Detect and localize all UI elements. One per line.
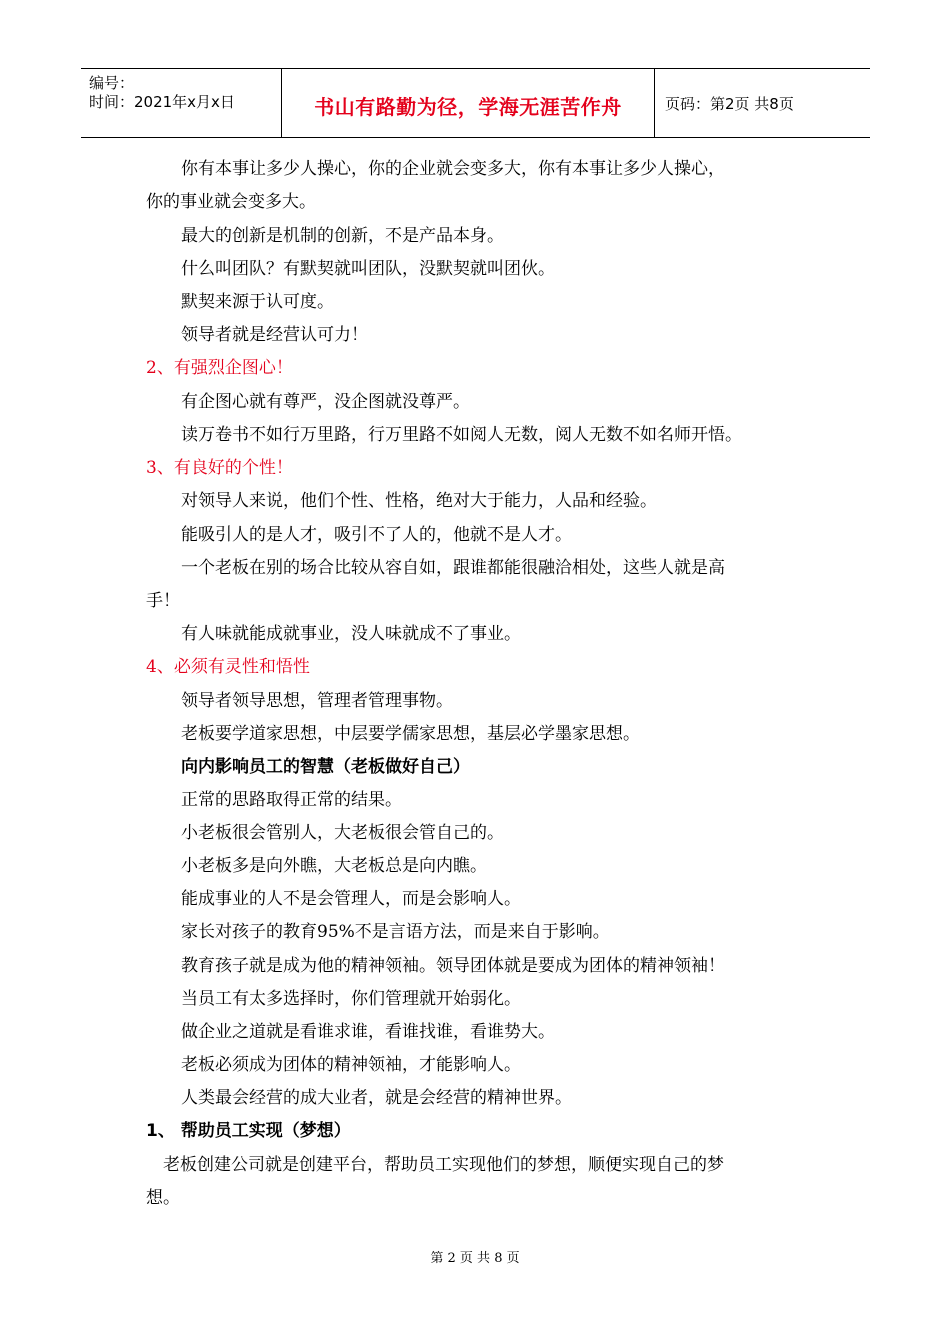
document-header	[81, 68, 870, 138]
paragraph-line: 一个老板在别的场合比较从容自如，跟谁都能很融洽相处，这些人就是高	[181, 558, 725, 578]
header-meta-cell	[81, 69, 282, 137]
paragraph-line: 当员工有太多选择时，你们管理就开始弱化。	[181, 989, 521, 1009]
section-heading: 4、必须有灵性和悟性	[146, 657, 310, 677]
header-page-cell	[655, 69, 870, 137]
paragraph-line: 领导者领导思想，管理者管理事物。	[181, 691, 453, 711]
motto: 书山有路勤为径，学海无涯苦作舟	[314, 95, 622, 119]
paragraph-line: 你的事业就会变多大。	[146, 192, 316, 212]
paragraph-line: 家长对孩子的教育95%不是言语方法，而是来自于影响。	[181, 922, 610, 942]
paragraph-line: 正常的思路取得正常的结果。	[181, 790, 402, 810]
header-motto-cell	[282, 69, 655, 137]
paragraph-line: 你有本事让多少人操心，你的企业就会变多大，你有本事让多少人操心，	[181, 159, 725, 179]
page-info: 页码：第2页 共8页	[665, 95, 794, 113]
paragraph-line: 有人味就能成就事业，没人味就成不了事业。	[181, 624, 521, 644]
paragraph-line: 想。	[146, 1188, 180, 1208]
paragraph-line: 老板必须成为团体的精神领袖，才能影响人。	[181, 1055, 521, 1075]
section-heading: 3、有良好的个性！	[146, 458, 293, 478]
paragraph-line: 小老板多是向外瞧，大老板总是向内瞧。	[181, 856, 487, 876]
paragraph-line: 最大的创新是机制的创新，不是产品本身。	[181, 226, 504, 246]
numbered-heading: 1、 帮助员工实现（梦想）	[146, 1121, 351, 1141]
paragraph-line: 手！	[146, 591, 180, 611]
paragraph-line: 有企图心就有尊严，没企图就没尊严。	[181, 392, 470, 412]
subsection-heading: 向内影响员工的智慧（老板做好自己）	[181, 757, 470, 777]
page-footer: 第 2 页 共 8 页	[430, 1251, 520, 1266]
paragraph-line: 读万卷书不如行万里路，行万里路不如阅人无数，阅人无数不如名师开悟。	[181, 425, 742, 445]
paragraph-line: 默契来源于认可度。	[181, 292, 334, 312]
paragraph-line: 老板要学道家思想，中层要学儒家思想，基层必学墨家思想。	[181, 724, 640, 744]
paragraph-line: 做企业之道就是看谁求谁，看谁找谁，看谁势大。	[181, 1022, 555, 1042]
paragraph-line: 人类最会经营的成大业者，就是会经营的精神世界。	[181, 1088, 572, 1108]
paragraph-line: 领导者就是经营认可力！	[181, 325, 368, 345]
time-label: 时间：2021年x月x日	[89, 93, 235, 111]
section-heading: 2、有强烈企图心！	[146, 358, 293, 378]
paragraph-line: 能成事业的人不是会管理人，而是会影响人。	[181, 889, 521, 909]
paragraph-line: 小老板很会管别人，大老板很会管自己的。	[181, 823, 504, 843]
paragraph-line: 什么叫团队？有默契就叫团队，没默契就叫团伙。	[181, 259, 555, 279]
paragraph-line: 教育孩子就是成为他的精神领袖。领导团体就是要成为团体的精神领袖！	[181, 956, 725, 976]
paragraph-line: 老板创建公司就是创建平台，帮助员工实现他们的梦想，顺便实现自己的梦	[163, 1155, 724, 1175]
paragraph-line: 对领导人来说，他们个性、性格，绝对大于能力，人品和经验。	[181, 491, 657, 511]
paragraph-line: 能吸引人的是人才，吸引不了人的，他就不是人才。	[181, 525, 572, 545]
number-label: 编号：	[89, 74, 135, 92]
